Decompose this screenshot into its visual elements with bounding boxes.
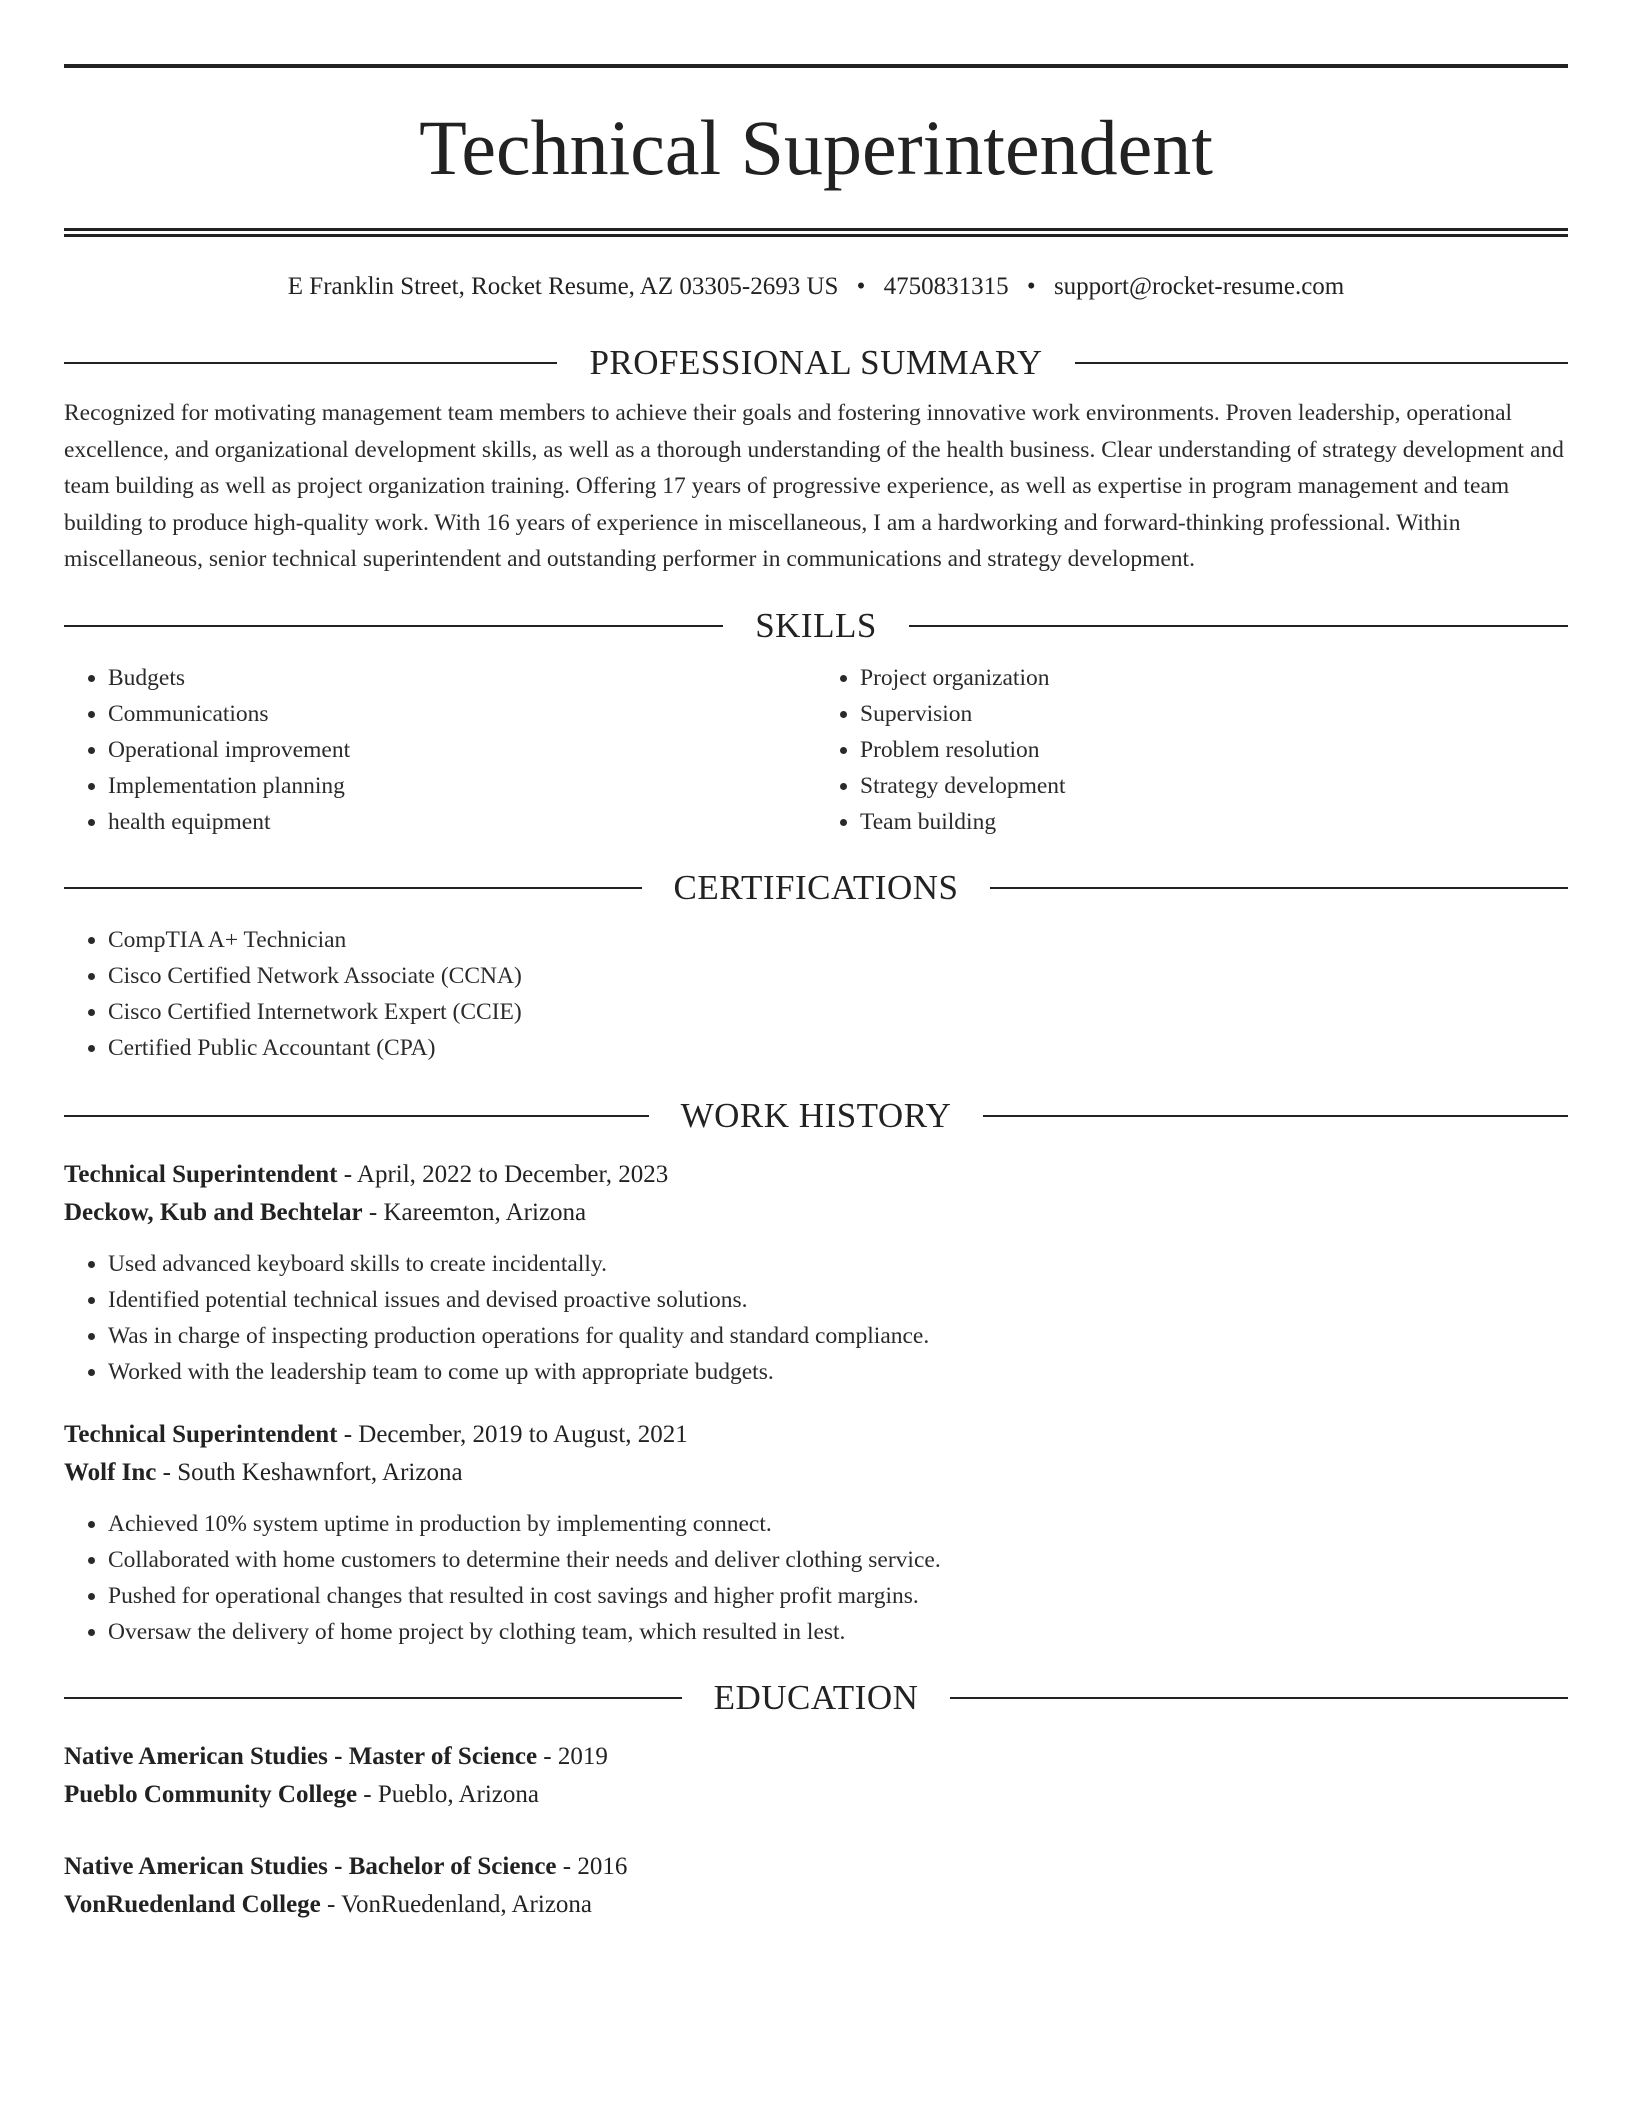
skill-item: • Project organization xyxy=(860,660,1568,696)
job-duty-item: • Oversaw the delivery of home project by clothing team, which resulted in lest. xyxy=(108,1614,1568,1650)
section-rule-right xyxy=(950,1697,1568,1699)
section-header-education xyxy=(64,1676,1568,1720)
job-duty-item: • Used advanced keyboard skills to create incidentally. xyxy=(108,1246,1568,1282)
contact-separator: • xyxy=(856,273,866,300)
education-degree-line xyxy=(64,1848,1568,1886)
contact-email: support@rocket-resume.com xyxy=(1053,273,1345,300)
section-rule-right xyxy=(1075,362,1568,364)
job-duty-item: • Achieved 10% system uptime in production by implementing connect. xyxy=(108,1506,1568,1542)
job-title: Technical Superintendent xyxy=(64,1420,338,1448)
job-entry xyxy=(64,1156,1568,1390)
skill-item: • health equipment xyxy=(108,804,816,840)
job-company-line xyxy=(64,1194,1568,1232)
job-company: Wolf Inc xyxy=(64,1458,157,1486)
education-degree-line xyxy=(64,1738,1568,1776)
certification-item: • Cisco Certified Network Associate (CCNA) xyxy=(108,958,1568,994)
top-rule xyxy=(64,64,1568,68)
certification-item: • CompTIA A+ Technician xyxy=(108,922,1568,958)
education-school: VonRuedenland College xyxy=(64,1890,321,1918)
job-title-line xyxy=(64,1416,1568,1454)
education-location: - Pueblo, Arizona xyxy=(357,1780,539,1808)
education-school-line xyxy=(64,1776,1568,1814)
summary-text: Recognized for motivating management team members to achieve their goals and fostering innovative work environments. Proven leadership, operational excellence, and organizational development skills, as well as a thorough understanding of the health business. Clear understanding of strategy development and team building as well as project organization training. Offering 17 years of progressive experience, as well as expertise in program management and team building to produce high-quality work. With 16 years of experience in miscellaneous, I am a hardworking and forward-thinking professional. Within miscellaneous, senior technical superintendent and outstanding performer in communications and strategy development. xyxy=(64,400,1564,572)
title-double-rule xyxy=(64,228,1568,237)
skill-item: • Budgets xyxy=(108,660,816,696)
job-duty-item: • Was in charge of inspecting production operations for quality and standard compliance. xyxy=(108,1318,1568,1354)
skill-item: • Operational improvement xyxy=(108,732,816,768)
skills-list xyxy=(64,660,1568,840)
skills-column-left xyxy=(64,660,816,840)
education-school: Pueblo Community College xyxy=(64,1780,358,1808)
section-header-work-history xyxy=(64,1094,1568,1138)
certifications-list xyxy=(64,922,1568,1066)
job-duty-item: • Collaborated with home customers to determine their needs and deliver clothing service. xyxy=(108,1542,1568,1578)
job-location: - Kareemton, Arizona xyxy=(362,1198,587,1226)
contact-separator: • xyxy=(1026,273,1036,300)
skill-item: • Problem resolution xyxy=(860,732,1568,768)
job-dates: - December, 2019 to August, 2021 xyxy=(337,1420,688,1448)
section-title-work-history: WORK HISTORY xyxy=(680,1095,952,1135)
skill-item: • Communications xyxy=(108,696,816,732)
section-header-skills xyxy=(64,604,1568,648)
job-dates: - April, 2022 to December, 2023 xyxy=(337,1160,669,1188)
skill-item: • Supervision xyxy=(860,696,1568,732)
section-header-summary xyxy=(64,341,1568,385)
job-entry xyxy=(64,1416,1568,1650)
education-year: - 2019 xyxy=(537,1742,608,1770)
certification-item: • Cisco Certified Internetwork Expert (CCIE) xyxy=(108,994,1568,1030)
job-company: Deckow, Kub and Bechtelar xyxy=(64,1198,363,1226)
section-rule-right xyxy=(990,887,1568,889)
section-title-certifications: CERTIFICATIONS xyxy=(673,867,959,907)
section-rule-left xyxy=(64,362,557,364)
section-rule-left xyxy=(64,1697,682,1699)
job-duties xyxy=(64,1506,1568,1650)
skill-item: • Team building xyxy=(860,804,1568,840)
page-title: Technical Superintendent xyxy=(419,104,1213,191)
job-location: - South Keshawnfort, Arizona xyxy=(156,1458,463,1486)
section-title-skills: SKILLS xyxy=(755,605,877,645)
contact-address: E Franklin Street, Rocket Resume, AZ 03305-2693 US xyxy=(287,273,839,300)
contact-line xyxy=(64,271,1568,303)
section-title-education: EDUCATION xyxy=(713,1677,919,1717)
section-rule-right xyxy=(983,1115,1568,1117)
section-rule-left xyxy=(64,887,642,889)
education-degree: Native American Studies - Bachelor of Science xyxy=(64,1852,557,1880)
skill-item: • Strategy development xyxy=(860,768,1568,804)
contact-phone: 4750831315 xyxy=(883,273,1009,300)
education-location: - VonRuedenland, Arizona xyxy=(320,1890,593,1918)
job-duty-item: • Identified potential technical issues and devised proactive solutions. xyxy=(108,1282,1568,1318)
resume-page xyxy=(64,64,1568,1924)
education-entry xyxy=(64,1848,1568,1924)
section-rule-left xyxy=(64,1115,649,1117)
education-entry xyxy=(64,1738,1568,1814)
section-rule-right xyxy=(909,625,1568,627)
education-degree: Native American Studies - Master of Science xyxy=(64,1742,538,1770)
skill-item: • Implementation planning xyxy=(108,768,816,804)
job-duties xyxy=(64,1246,1568,1390)
skills-column-right xyxy=(816,660,1568,840)
education-school-line xyxy=(64,1886,1568,1924)
certification-item: • Certified Public Accountant (CPA) xyxy=(108,1030,1568,1066)
job-title: Technical Superintendent xyxy=(64,1160,338,1188)
section-rule-left xyxy=(64,625,723,627)
education-year: - 2016 xyxy=(556,1852,628,1880)
section-header-certifications xyxy=(64,866,1568,910)
job-duty-item: • Pushed for operational changes that resulted in cost savings and higher profit margins. xyxy=(108,1578,1568,1614)
section-title-summary: PROFESSIONAL SUMMARY xyxy=(589,343,1043,382)
job-company-line xyxy=(64,1454,1568,1492)
job-title-line xyxy=(64,1156,1568,1194)
job-duty-item: • Worked with the leadership team to come up with appropriate budgets. xyxy=(108,1354,1568,1390)
